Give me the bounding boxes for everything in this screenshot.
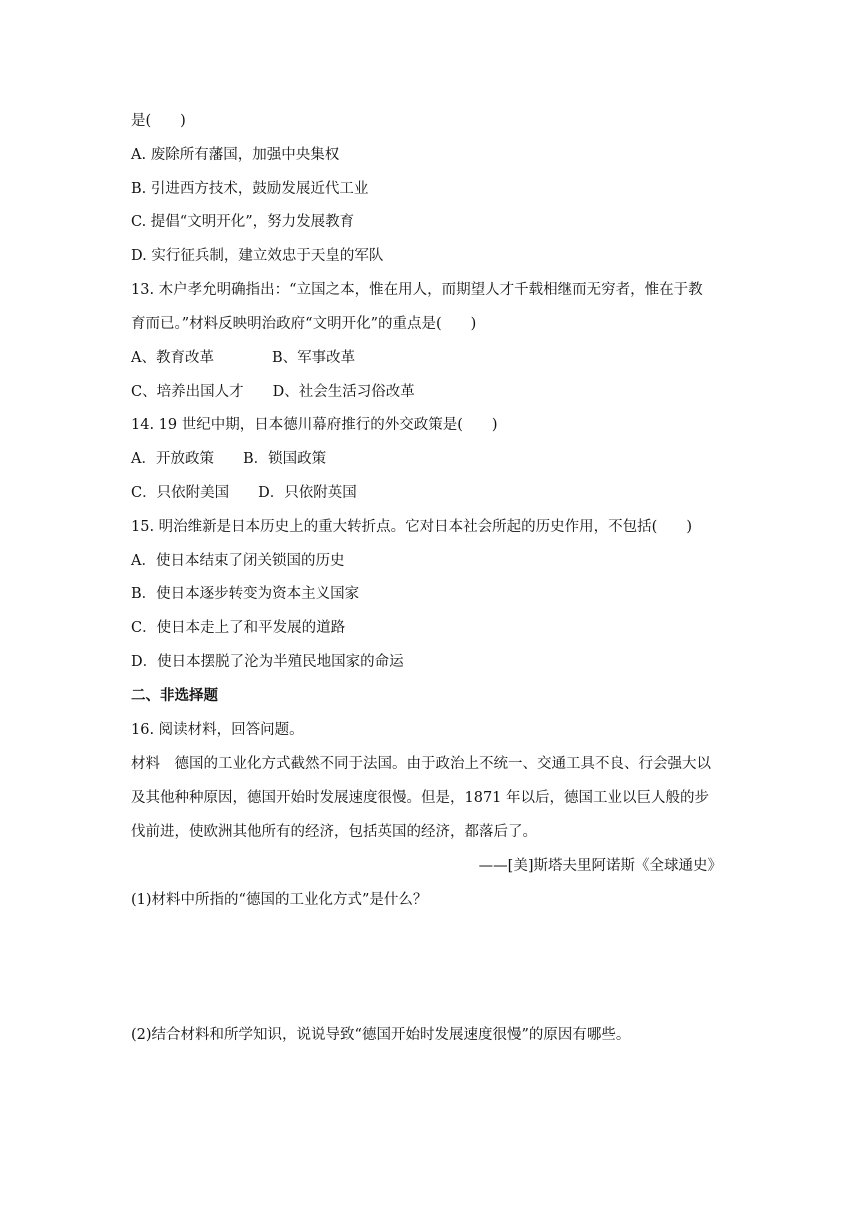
- q13-options-line2: C、培养出国人才 D、社会生活习俗改革: [131, 384, 415, 400]
- q13-stem-line2: 育而已。”材料反映明治政府“文明开化”的重点是( ): [131, 316, 477, 332]
- q16-subquestion-2: (2)结合材料和所学知识，说说导致“德国开始时发展速度很慢”的原因有哪些。: [131, 1027, 631, 1043]
- q15-stem: 15. 明治维新是日本历史上的重大转折点。它对日本社会所起的历史作用，不包括( ): [131, 519, 692, 535]
- q16-stem: 16. 阅读材料，回答问题。: [131, 722, 304, 738]
- q12-option-c: C. 提倡“文明开化”，努力发展教育: [131, 214, 355, 230]
- q16-material-line3: 伐前进，使欧洲其他所有的经济，包括英国的经济，都落后了。: [131, 824, 537, 840]
- q13-stem-line1: 13. 木户孝允明确指出：“立国之本，惟在用人，而期望人才千载相继而无穷者，惟在于教: [131, 282, 703, 298]
- section-heading: 二、非选择题: [131, 688, 218, 704]
- q16-material-line2: 及其他种种原因，德国开始时发展速度很慢。但是，1871 年以后，德国工业以巨人般的步: [131, 790, 710, 806]
- q16-source: ——[美]斯塔夫里阿诺斯《全球通史》: [478, 858, 722, 874]
- q14-options-line1: A．开放政策 B．锁国政策: [131, 451, 327, 467]
- q15-option-c: C．使日本走上了和平发展的道路: [131, 620, 346, 636]
- q13-options-line1: A、教育改革 B、军事改革: [131, 350, 356, 366]
- q15-option-b: B．使日本逐步转变为资本主义国家: [131, 586, 360, 602]
- q12-option-d: D. 实行征兵制，建立效忠于天皇的军队: [131, 248, 384, 264]
- q12-option-b: B. 引进西方技术，鼓励发展近代工业: [131, 181, 369, 197]
- q16-subquestion-1: (1)材料中所指的“德国的工业化方式”是什么？: [131, 892, 428, 908]
- q15-option-a: A．使日本结束了闭关锁国的历史: [131, 553, 345, 569]
- q16-material-line1: 材料 德国的工业化方式截然不同于法国。由于政治上不统一、交通工具不良、行会强大以: [131, 756, 711, 772]
- q12-stem-tail: 是( ): [131, 113, 186, 129]
- q15-option-d: D．使日本摆脱了沦为半殖民地国家的命运: [131, 654, 404, 670]
- q12-option-a: A. 废除所有藩国，加强中央集权: [131, 147, 340, 163]
- q14-options-line2: C．只依附美国 D．只依附英国: [131, 485, 357, 501]
- q14-stem: 14. 19 世纪中期，日本德川幕府推行的外交政策是( ): [131, 417, 498, 433]
